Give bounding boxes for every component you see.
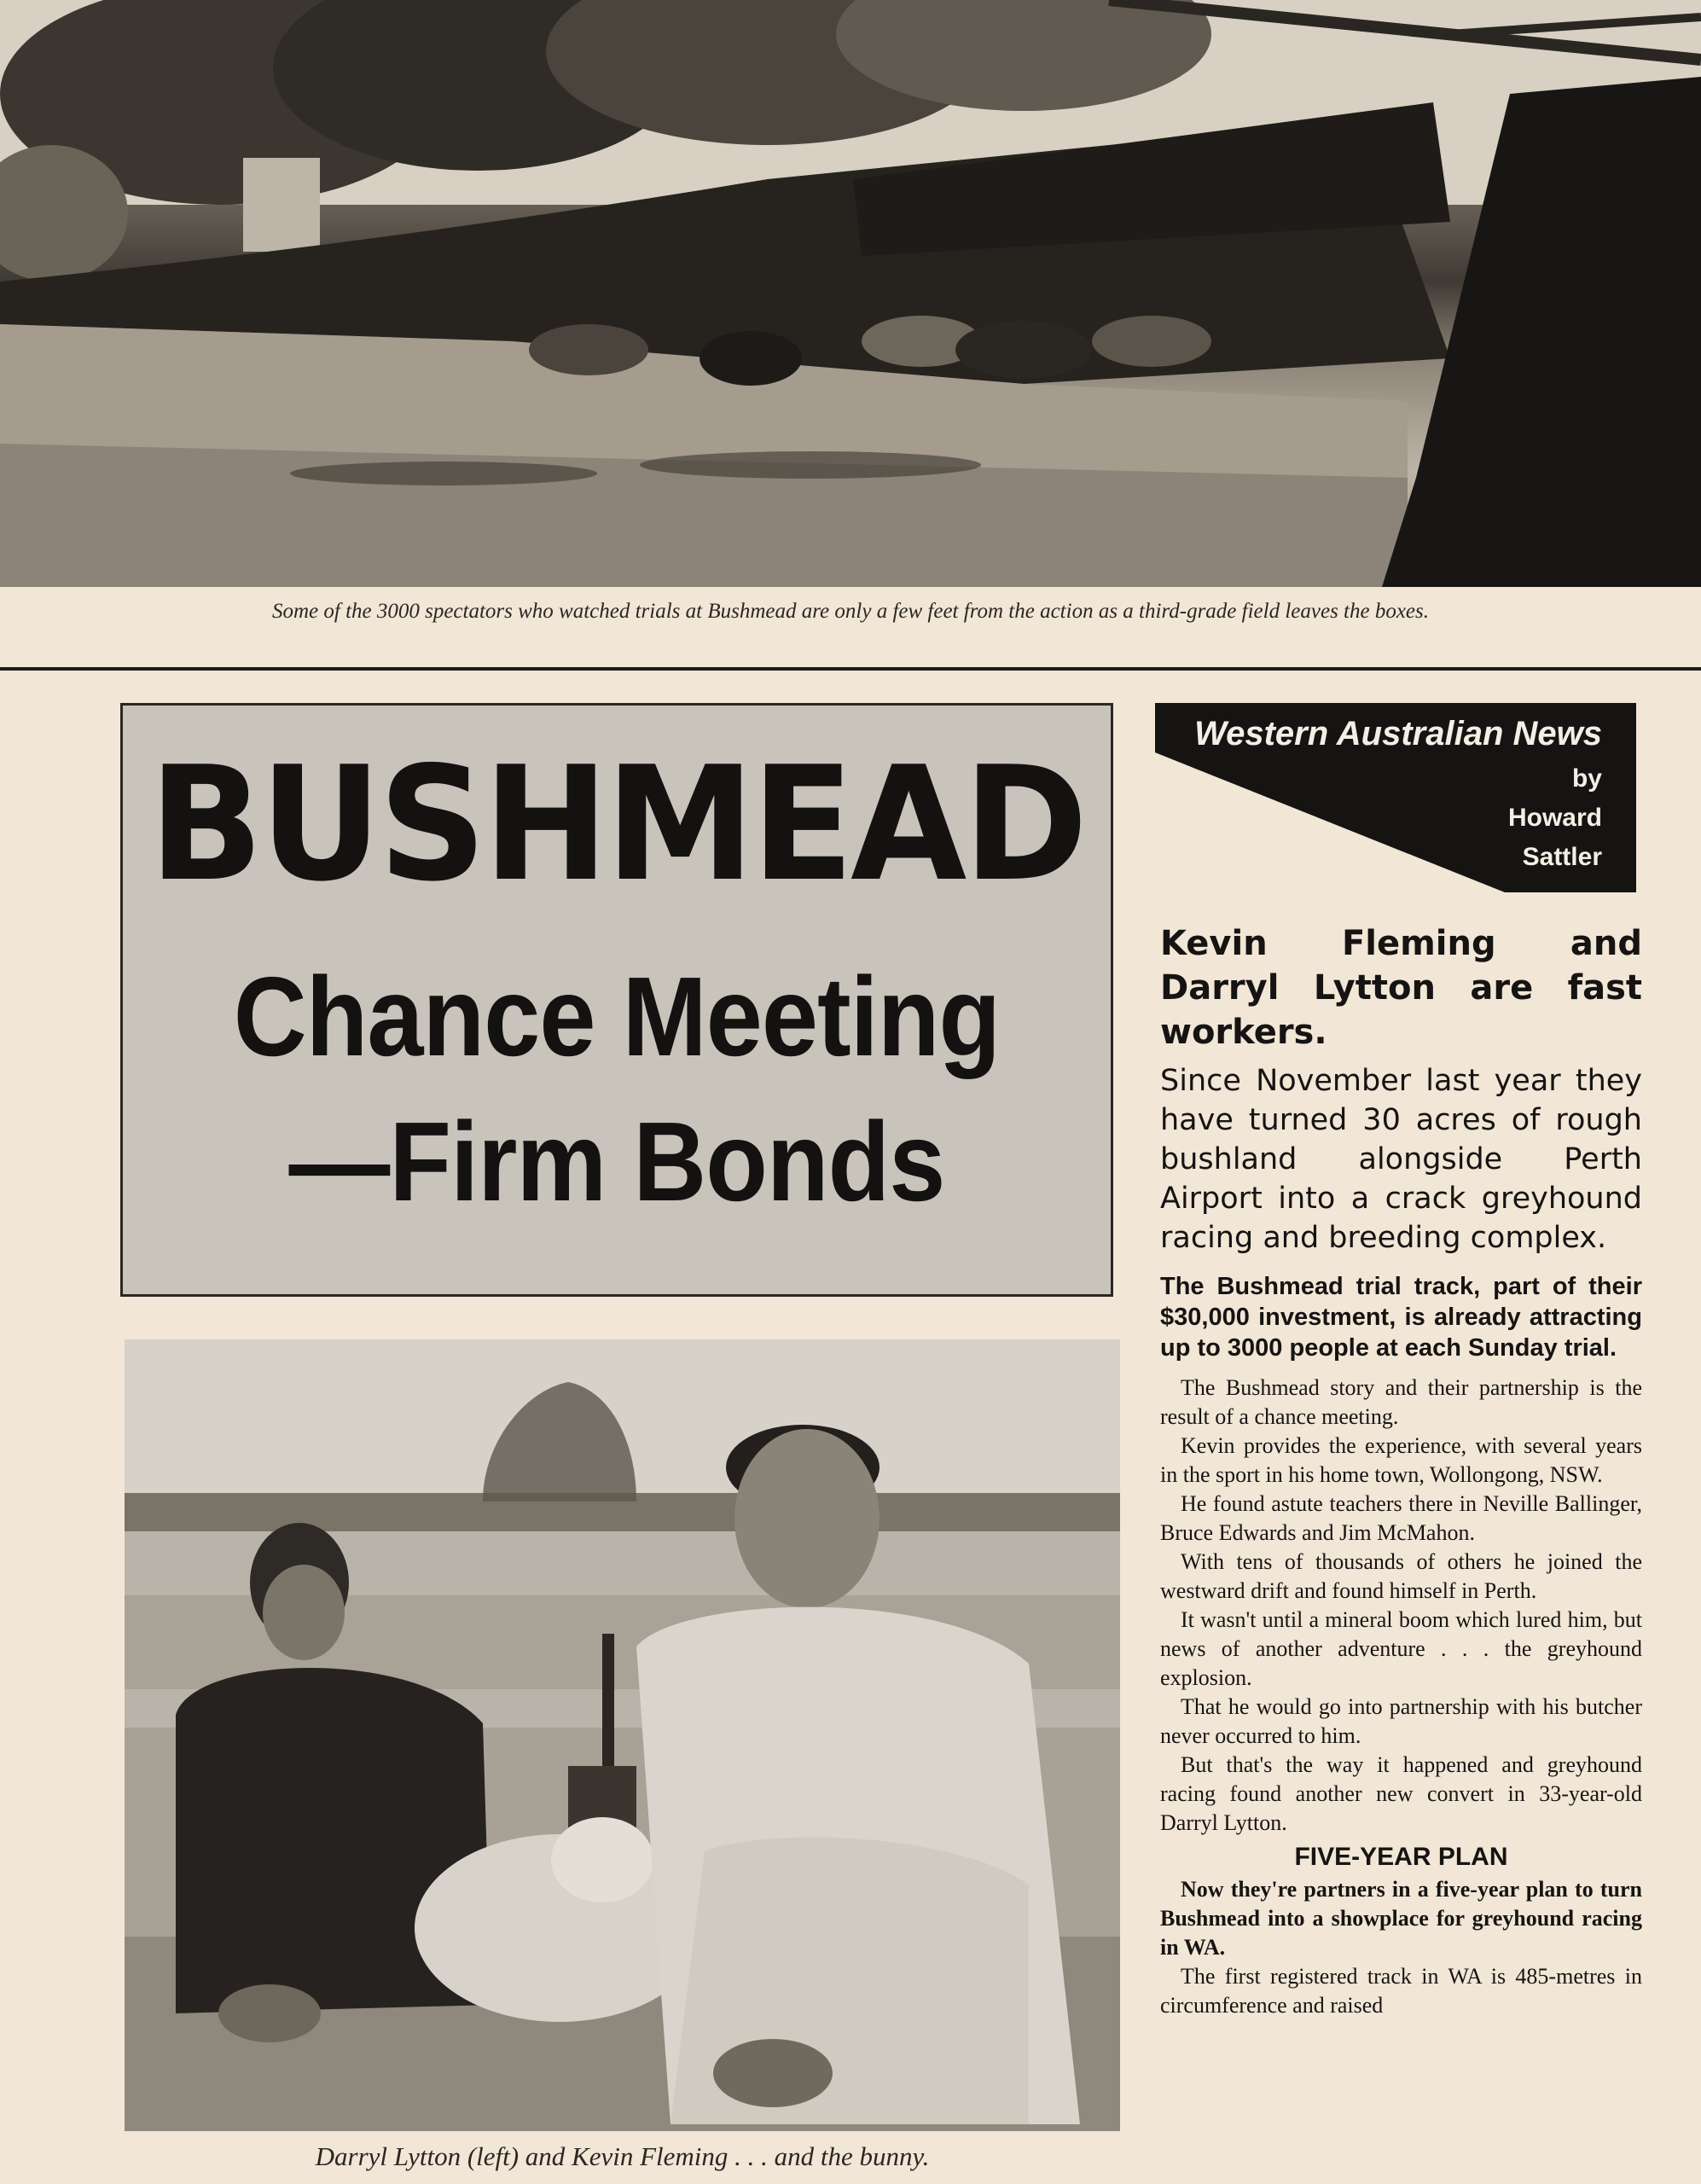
bottom-photo xyxy=(125,1339,1120,2131)
top-photo-graphic xyxy=(0,0,1701,587)
headline-box xyxy=(120,703,1113,1297)
article-paragraph: Kevin provides the experience, with several years in the sport in his home town, Wollongong, NSW. xyxy=(1160,1433,1642,1487)
top-photo xyxy=(0,0,1701,587)
bottom-photo-graphic xyxy=(125,1339,1120,2131)
byline-banner xyxy=(1155,703,1636,892)
article-plan-paragraph: Now they're partners in a five-year plan to turn Bushmead into a showplace for greyhound racing in WA. xyxy=(1160,1877,1642,1960)
article-paragraph: He found astute teachers there in Neville Ballinger, Bruce Edwards and Jim McMahon. xyxy=(1160,1491,1642,1545)
article-paragraph: That he would go into partnership with his butcher never occurred to him. xyxy=(1160,1694,1642,1748)
article-bold-paragraph: The Bushmead trial track, part of their $30,000 investment, is already attracting up to 3000 people at each Sunday trial. xyxy=(1160,1273,1642,1362)
section-divider xyxy=(0,667,1701,671)
headline-title: BUSHMEAD xyxy=(148,732,1085,917)
byline-by: by xyxy=(1571,764,1602,793)
article-column xyxy=(1160,921,1642,2020)
headline-line-2: —Firm Bonds xyxy=(288,1099,945,1224)
byline-first-name: Howard xyxy=(1507,804,1602,832)
headline-line-1: Chance Meeting xyxy=(233,954,1001,1079)
article-paragraph: It wasn't until a mineral boom which lured him, but news of another adventure . . . the greyhound explosion. xyxy=(1160,1607,1642,1690)
article-paragraph: But that's the way it happened and greyhound racing found another new convert in 33-year-old Darryl Lytton. xyxy=(1160,1752,1642,1835)
byline-section: Western Australian News xyxy=(1194,715,1602,752)
article-subhead: FIVE-YEAR PLAN xyxy=(1294,1843,1508,1871)
byline-last-name: Sattler xyxy=(1522,843,1602,871)
article-intro: Since November last year they have turned 30 acres of rough bushland alongside Perth Airport into a crack greyhound racing and breeding complex. xyxy=(1160,1064,1642,1255)
article-last-paragraph: The first registered track in WA is 485-metres in circumference and raised xyxy=(1160,1964,1642,2018)
article-paragraph: The Bushmead story and their partnership is the result of a chance meeting. xyxy=(1160,1375,1642,1429)
top-photo-caption: Some of the 3000 spectators who watched trials at Bushmead are only a few feet from the action as a third-grade field leaves the boxes. xyxy=(271,600,1430,623)
bottom-photo-caption: Darryl Lytton (left) and Kevin Fleming . . . and the bunny. xyxy=(315,2141,930,2171)
article-paragraph: With tens of thousands of others he joined the westward drift and found himself in Perth. xyxy=(1160,1549,1642,1603)
article-lede: Kevin Fleming and Darryl Lytton are fast workers. xyxy=(1160,924,1642,1052)
article-body xyxy=(1160,1374,1642,1838)
